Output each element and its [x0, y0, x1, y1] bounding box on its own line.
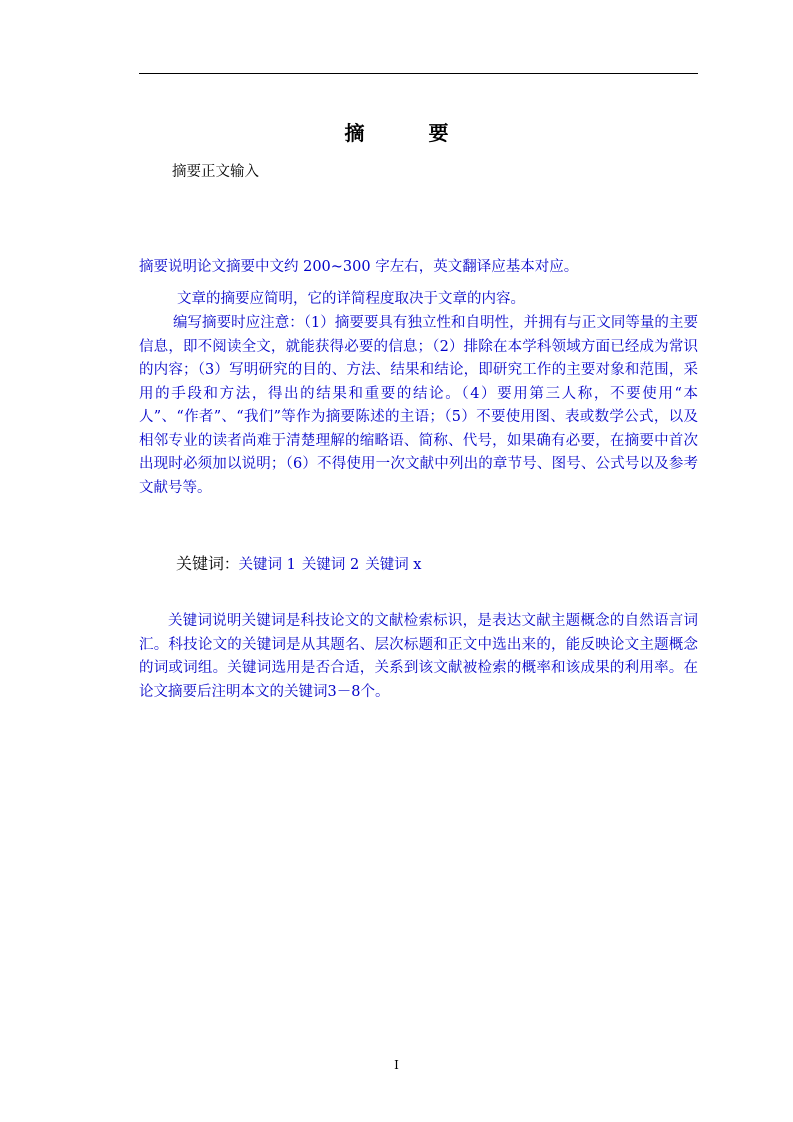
keyword-item: 关键词 x [365, 557, 422, 573]
keywords-separator: ： [224, 557, 239, 573]
abstract-body-placeholder: 摘要正文输入 [172, 164, 259, 180]
keyword-item: 关键词 1 [238, 557, 296, 573]
abstract-writing-rules-note: 编写摘要时应注意：（1）摘要要具有独立性和自明性，并拥有与正文同等量的主要信息，即不阅读全文，就能获得必要的信息；（2）排除在本学科领域方面已经成为常识的内容；（3）写明研究的目的、方法、结果和结论，即研究工作的主要对象和范围，采用的手段和方法，得出的结果和重要的结论。（4）要用第三人称，不要使用“本人”、“作者”、“我们”等作为摘要陈述的主语；（5）不要使用图、表或数学公式，以及相邻专业的读者尚难于清楚理解的缩略语、简称、代号，如果确有必要，在摘要中首次出现时必须加以说明；（6）不得使用一次文献中列出的章节号、图号、公式号以及参考文献号等。 [139, 315, 698, 496]
page-number: I [394, 1058, 399, 1072]
keywords-explanation-note: 关键词说明关键词是科技论文的文献检索标识，是表达文献主题概念的自然语言词汇。科技论文的关键词是从其题名、层次标题和正文中选出来的，能反映论文主题概念的词或词组。关键词选用是否合适，关系到该文献被检索的概率和该成果的利用率。在论文摘要后注明本文的关键词3－8个。 [139, 613, 698, 700]
keywords-list [239, 557, 428, 573]
keywords-line [176, 552, 428, 577]
abstract-title: 摘 要 [344, 121, 471, 145]
keywords-label: 关键词 [176, 554, 225, 573]
keyword-item: 关键词 2 [301, 557, 360, 573]
abstract-conciseness-note: 文章的摘要应简明，它的详简程度取决于文章的内容。 [177, 291, 525, 307]
abstract-length-note: 摘要说明论文摘要中文约 200~300 字左右，英文翻译应基本对应。 [139, 259, 579, 275]
header-rule [139, 73, 698, 74]
